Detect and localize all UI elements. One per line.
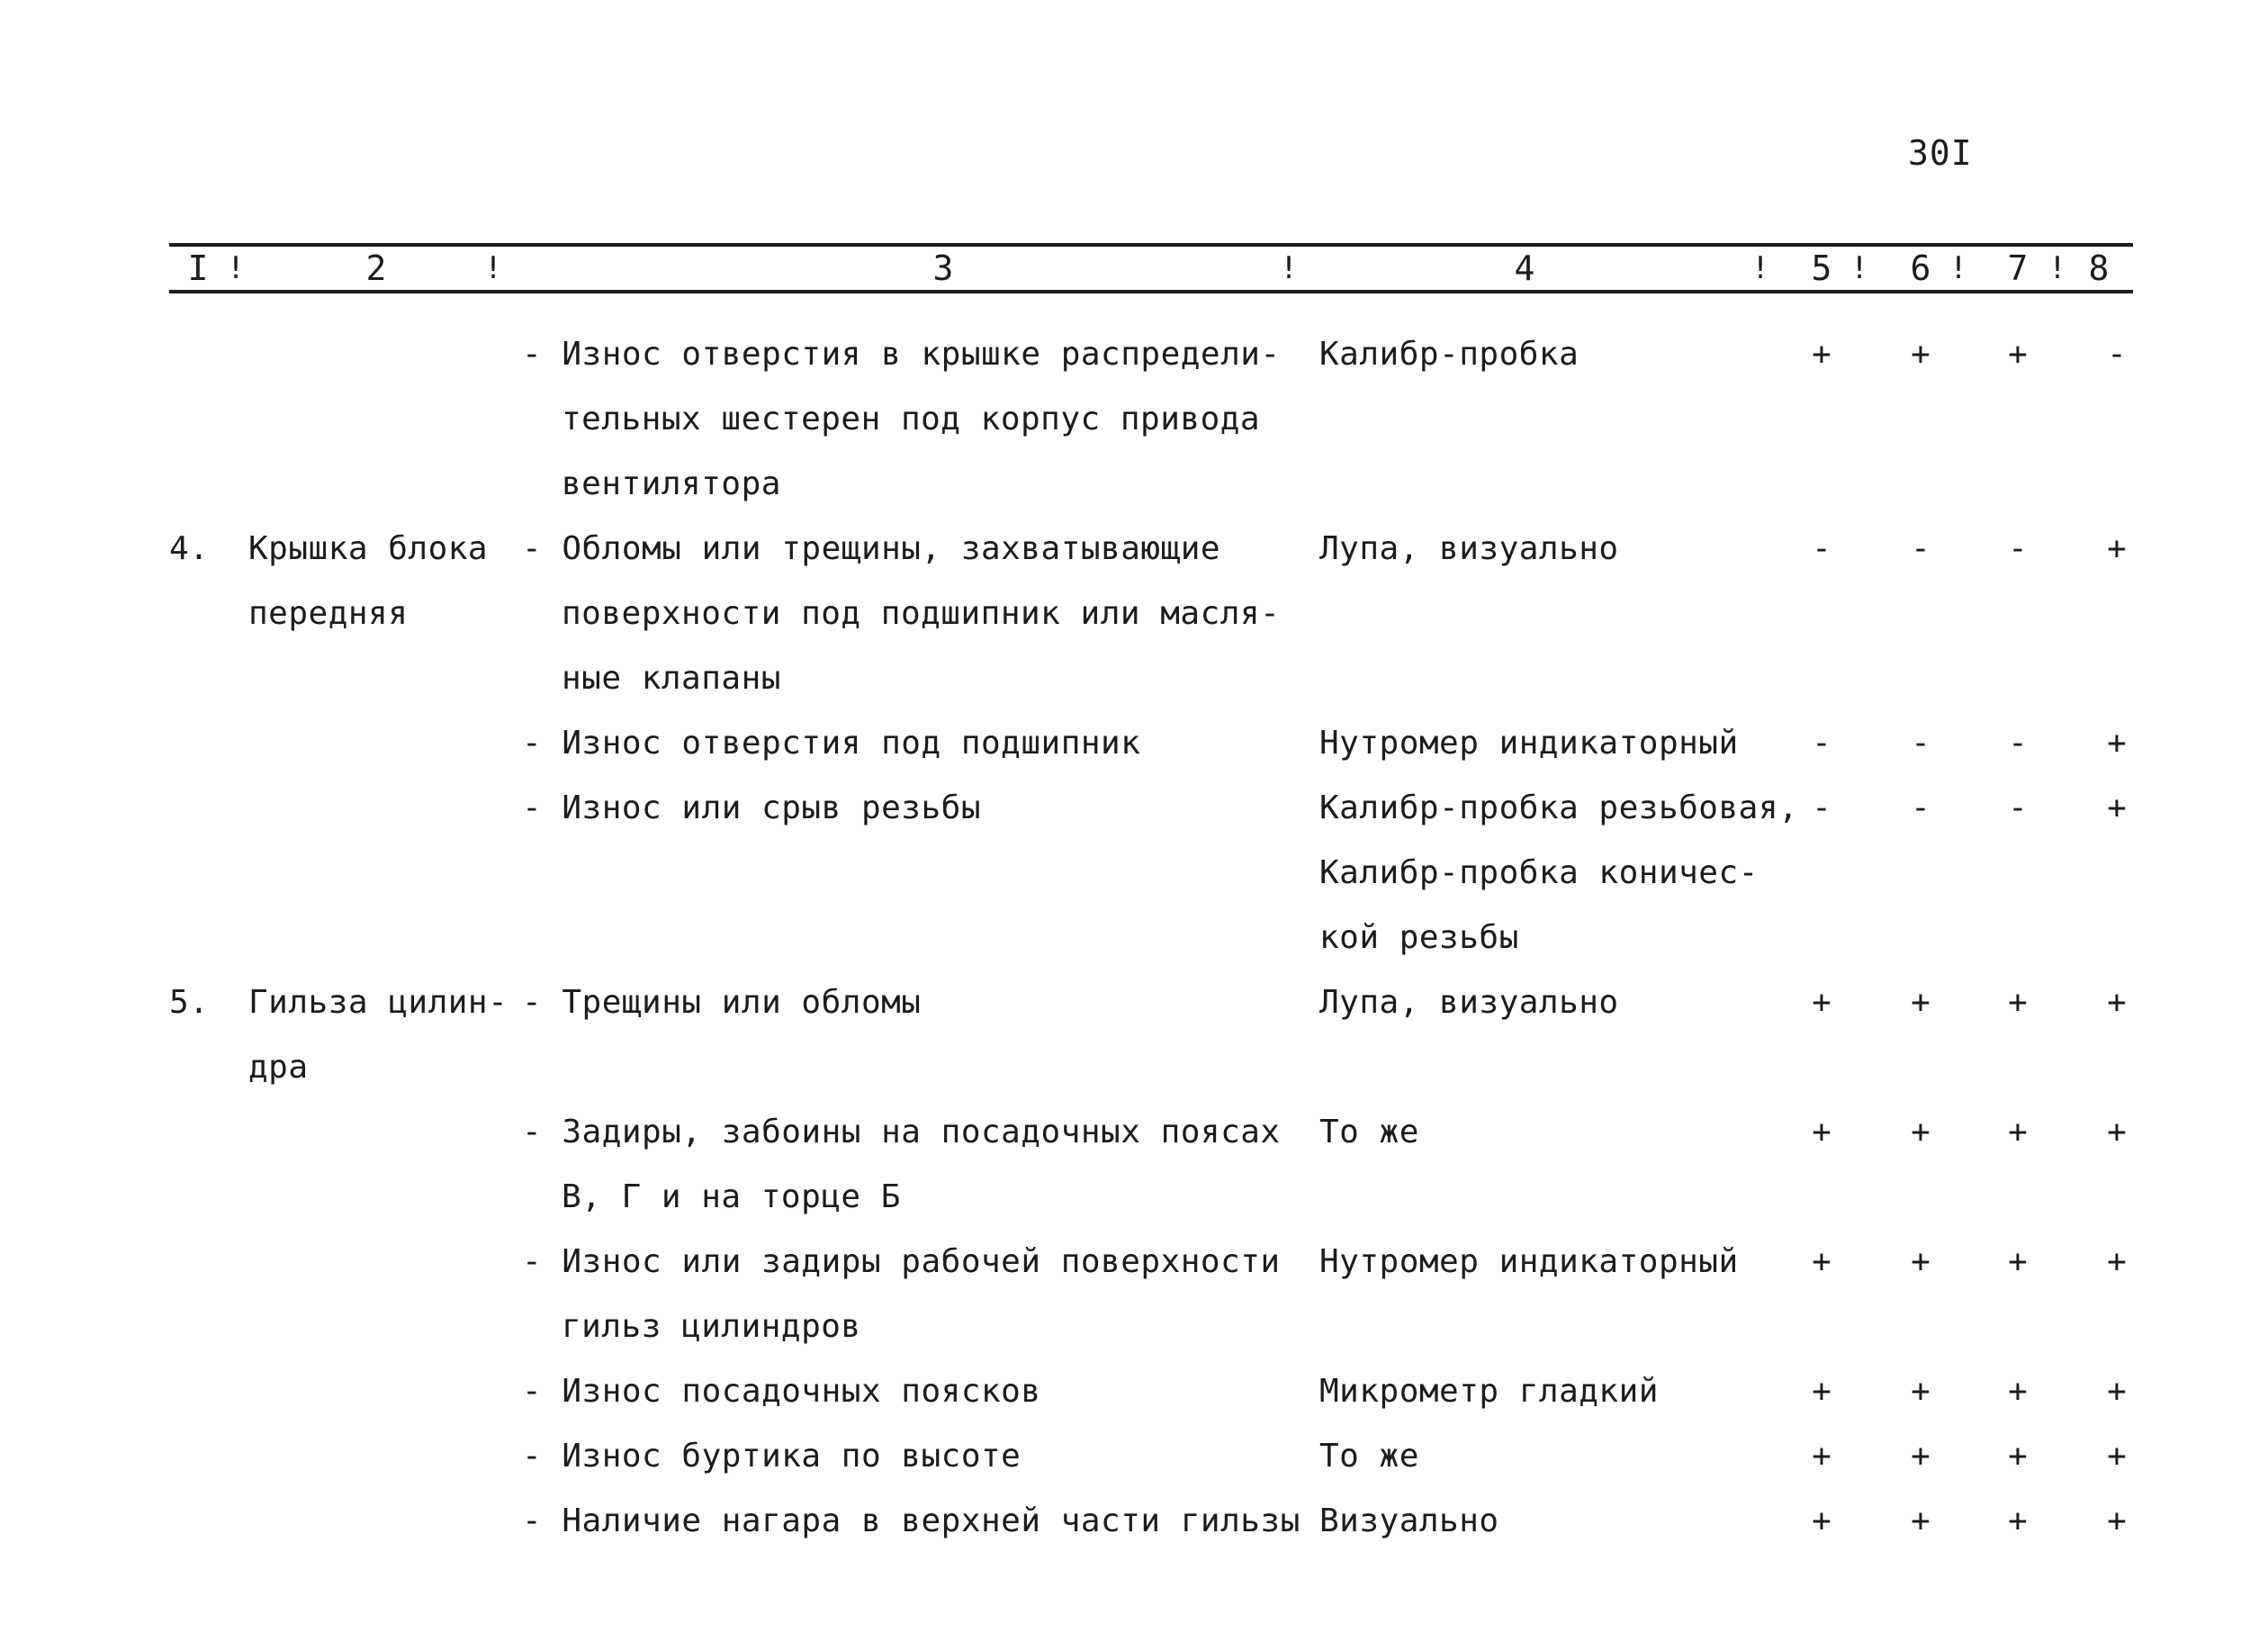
mark-col-7: + bbox=[2008, 984, 2028, 1021]
defect-text: В, Г и на торце Б bbox=[562, 1178, 901, 1215]
control-method: Лупа, визуально bbox=[1319, 984, 1619, 1021]
control-method: Калибр-пробка коничес- bbox=[1319, 854, 1759, 891]
mark-col-5: + bbox=[1812, 1114, 1832, 1150]
mark-col-5: - bbox=[1812, 789, 1832, 826]
page-number: 30I bbox=[1908, 133, 1973, 173]
control-method: Нутромер индикаторный bbox=[1319, 1243, 1739, 1280]
defect-text: гильз цилиндров bbox=[562, 1308, 861, 1345]
defect-text: тельных шестерен под корпус привода bbox=[562, 401, 1261, 438]
mark-col-7: + bbox=[2008, 336, 2028, 373]
mark-col-5: + bbox=[1812, 984, 1832, 1021]
header-col-7: 7 bbox=[2007, 248, 2029, 288]
control-method: Нутромер индикаторный bbox=[1319, 725, 1739, 762]
mark-col-6: - bbox=[1911, 530, 1930, 567]
mark-col-8: - bbox=[2107, 336, 2127, 373]
part-name: Крышка блока bbox=[248, 530, 489, 567]
mark-col-7: - bbox=[2008, 725, 2028, 762]
mark-col-6: + bbox=[1911, 1373, 1930, 1410]
mark-col-6: - bbox=[1911, 725, 1930, 762]
defect-text: - Наличие нагара в верхней части гильзы bbox=[522, 1502, 1300, 1539]
defect-text: - Трещины или обломы bbox=[522, 984, 922, 1021]
mark-col-7: + bbox=[2008, 1243, 2028, 1280]
mark-col-6: - bbox=[1911, 789, 1930, 826]
header-col-2: 2 bbox=[365, 248, 387, 288]
mark-col-7: + bbox=[2008, 1438, 2028, 1475]
mark-col-6: + bbox=[1911, 1243, 1930, 1280]
control-method: кой резьбы bbox=[1319, 919, 1519, 956]
mark-col-5: - bbox=[1812, 725, 1832, 762]
table-top-rule bbox=[169, 243, 2133, 247]
control-method: Лупа, визуально bbox=[1319, 530, 1619, 567]
defect-text: - Задиры, забоины на посадочных поясах bbox=[522, 1114, 1281, 1150]
control-method: Визуально bbox=[1319, 1502, 1499, 1539]
header-separator: ! bbox=[1948, 250, 1968, 286]
row-number: 4. bbox=[169, 530, 210, 567]
mark-col-5: + bbox=[1812, 1373, 1832, 1410]
row-number: 5. bbox=[169, 984, 210, 1021]
mark-col-7: - bbox=[2008, 530, 2028, 567]
defect-text: - Износ отверстия под подшипник bbox=[522, 725, 1141, 762]
defect-text: ные клапаны bbox=[562, 660, 781, 697]
mark-col-5: + bbox=[1812, 1438, 1832, 1475]
mark-col-8: + bbox=[2107, 725, 2127, 762]
mark-col-6: + bbox=[1911, 1438, 1930, 1475]
control-method: То же bbox=[1319, 1114, 1419, 1150]
mark-col-8: + bbox=[2107, 1373, 2127, 1410]
defect-text: - Обломы или трещины, захватывающие bbox=[522, 530, 1221, 567]
mark-col-5: + bbox=[1812, 336, 1832, 373]
control-method: Калибр-пробка резьбовая, bbox=[1319, 789, 1799, 826]
mark-col-7: - bbox=[2008, 789, 2028, 826]
header-separator: ! bbox=[1279, 250, 1299, 286]
mark-col-5: + bbox=[1812, 1243, 1832, 1280]
mark-col-6: + bbox=[1911, 336, 1930, 373]
mark-col-7: + bbox=[2008, 1502, 2028, 1539]
defect-text: поверхности под подшипник или масля- bbox=[562, 595, 1281, 632]
mark-col-5: + bbox=[1812, 1502, 1832, 1539]
header-col-4: 4 bbox=[1514, 248, 1535, 288]
mark-col-8: + bbox=[2107, 1114, 2127, 1150]
mark-col-8: + bbox=[2107, 1243, 2127, 1280]
mark-col-8: + bbox=[2107, 530, 2127, 567]
mark-col-8: + bbox=[2107, 789, 2127, 826]
mark-col-7: + bbox=[2008, 1114, 2028, 1150]
defect-text: - Износ или срыв резьбы bbox=[522, 789, 981, 826]
header-col-5: 5 bbox=[1811, 248, 1832, 288]
mark-col-8: + bbox=[2107, 1438, 2127, 1475]
control-method: Микрометр гладкий bbox=[1319, 1373, 1659, 1410]
mark-col-8: + bbox=[2107, 984, 2127, 1021]
mark-col-6: + bbox=[1911, 1114, 1930, 1150]
header-separator: ! bbox=[226, 250, 246, 286]
mark-col-7: + bbox=[2008, 1373, 2028, 1410]
defect-text: - Износ отверстия в крышке распредели- bbox=[522, 336, 1281, 373]
header-separator: ! bbox=[1750, 250, 1770, 286]
part-name: дра bbox=[248, 1049, 309, 1086]
part-name: передняя bbox=[248, 595, 409, 632]
defect-text: вентилятора bbox=[562, 465, 781, 502]
part-name: Гильза цилин- bbox=[248, 984, 508, 1021]
mark-col-6: + bbox=[1911, 984, 1930, 1021]
mark-col-5: - bbox=[1812, 530, 1832, 567]
defect-text: - Износ посадочных поясков bbox=[522, 1373, 1041, 1410]
defect-text: - Износ или задиры рабочей поверхности bbox=[522, 1243, 1281, 1280]
mark-col-8: + bbox=[2107, 1502, 2127, 1539]
header-separator: ! bbox=[2048, 250, 2067, 286]
defect-text: - Износ буртика по высоте bbox=[522, 1438, 1022, 1475]
header-col-8: 8 bbox=[2088, 248, 2110, 288]
header-separator: ! bbox=[1850, 250, 1869, 286]
control-method: Калибр-пробка bbox=[1319, 336, 1580, 373]
header-separator: ! bbox=[483, 250, 503, 286]
header-col-6: 6 bbox=[1910, 248, 1931, 288]
table-header-bottom-rule bbox=[169, 290, 2133, 293]
mark-col-6: + bbox=[1911, 1502, 1930, 1539]
control-method: То же bbox=[1319, 1438, 1419, 1475]
header-col-1: I bbox=[187, 248, 209, 288]
header-col-3: 3 bbox=[932, 248, 954, 288]
